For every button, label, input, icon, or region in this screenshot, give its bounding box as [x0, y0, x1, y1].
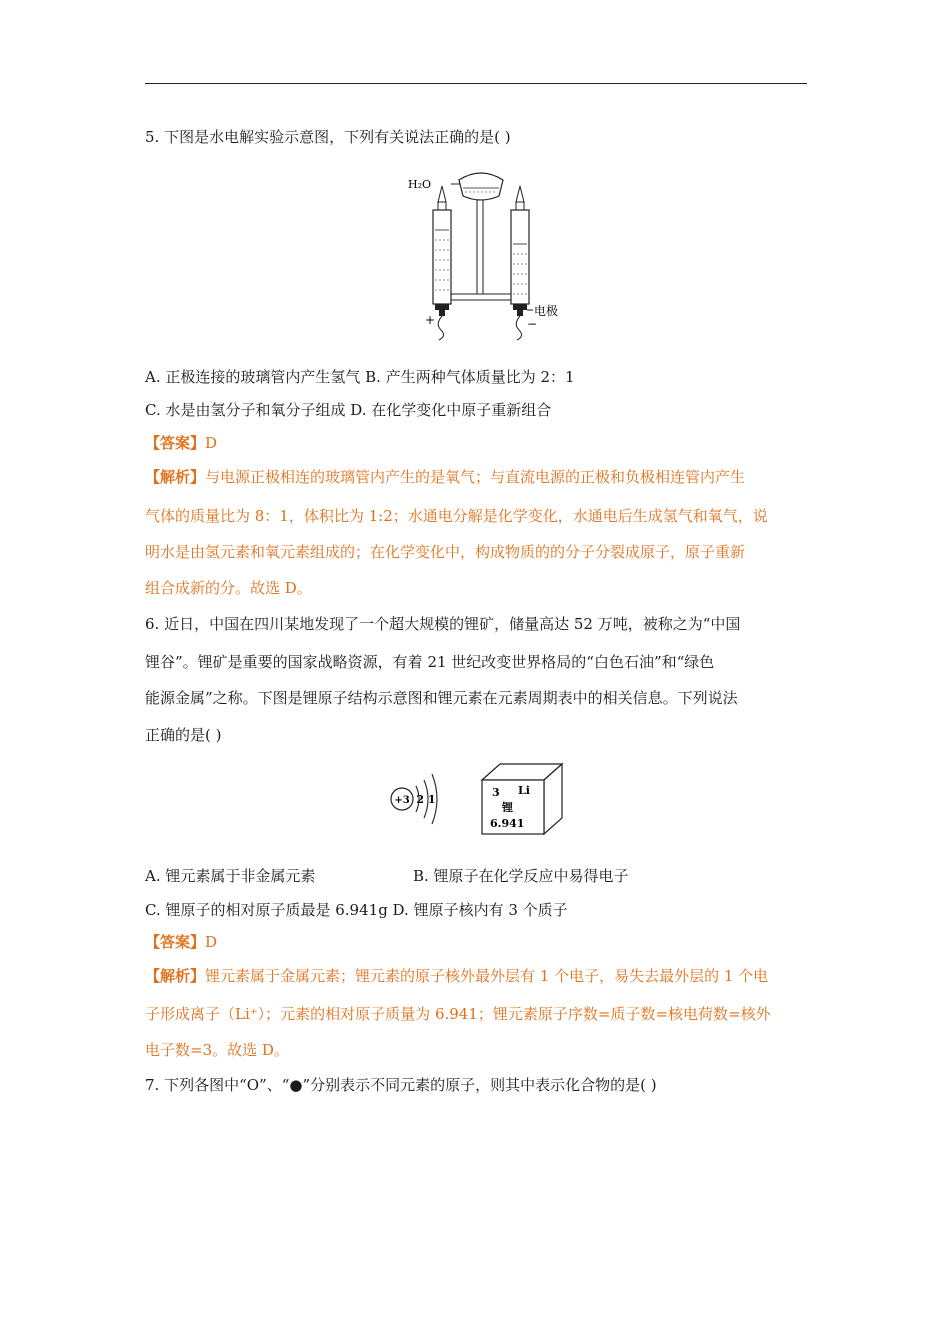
shell-electron-counts: 2 1: [416, 793, 436, 806]
q6-stem-line: 能源金属”之称。下图是锂原子结构示意图和锂元素在元素周期表中的相关信息。下列说法: [145, 689, 738, 707]
q6-analysis-line: 【解析】锂元素属于金属元素；锂元素的原子核外最外层有 1 个电子，易失去最外层的 1 个电: [145, 967, 769, 985]
answer-value: D: [205, 933, 218, 951]
atomic-number: 3: [492, 786, 500, 799]
q6-stem-line: 正确的是( ): [145, 726, 222, 744]
nucleus-charge: +3: [394, 795, 410, 806]
answer-label: 【答案】: [145, 434, 206, 452]
q5-analysis-line: 组合成新的分。故选 D。: [145, 579, 312, 597]
q6-stem-line: 锂谷”。锂矿是重要的国家战略资源，有着 21 世纪改变世界格局的“白色石油”和“绿色: [145, 653, 715, 671]
periodic-table-cell: [480, 762, 565, 837]
analysis-label: 【解析】: [145, 468, 206, 486]
water-label: H₂O: [408, 178, 432, 191]
q5-options-ab: A. 正极连接的玻璃管内产生氢气 B. 产生两种气体质量比为 2：1: [145, 368, 575, 386]
answer-value: D: [205, 434, 218, 452]
positive-sign: +: [425, 313, 436, 327]
lithium-atom-diagram: [386, 764, 446, 834]
answer-label: 【答案】: [145, 933, 206, 951]
element-name: 锂: [502, 801, 513, 814]
electrode-label: 电极: [534, 304, 559, 318]
q6-options-cd: C. 锂原子的相对原子质最是 6.941g D. 锂原子核内有 3 个质子: [145, 901, 568, 919]
q5-options-cd: C. 水是由氢分子和氧分子组成 D. 在化学变化中原子重新组合: [145, 401, 552, 419]
q5-analysis-line: 明水是由氢元素和氧元素组成的；在化学变化中，构成物质的的分子分裂成原子，原子重新: [145, 543, 746, 561]
q6-stem-line: 6. 近日，中国在四川某地发现了一个超大规模的锂矿，储量高达 52 万吨，被称之为“中国: [145, 615, 741, 633]
atomic-mass: 6.941: [490, 817, 525, 830]
electrolysis-figure: [405, 168, 559, 340]
q5-analysis-line: 【解析】与电源正极相连的玻璃管内产生的是氧气；与直流电源的正极和负极相连管内产生: [145, 468, 746, 486]
element-symbol: Li: [518, 784, 530, 797]
negative-sign: −: [527, 317, 538, 331]
q6-analysis-line: 电子数=3。故选 D。: [145, 1041, 289, 1059]
q5-analysis-line: 气体的质量比为 8：1，体积比为 1:2；水通电分解是化学变化，水通电后生成氢气和氧气，说: [145, 507, 768, 525]
q7-stem: 7. 下列各图中“O”、“●”分别表示不同元素的原子，则其中表示化合物的是( ): [145, 1076, 657, 1094]
q5-answer: [145, 433, 217, 453]
header-rule: [145, 83, 807, 84]
q5-stem: 5. 下图是水电解实验示意图，下列有关说法正确的是( ): [145, 128, 511, 146]
q6-option-a: A. 锂元素属于非金属元素: [145, 867, 316, 885]
q6-analysis-line: 子形成离子（Li⁺）；元素的相对原子质量为 6.941；锂元素原子序数=质子数=核电荷数=核外: [145, 1005, 771, 1023]
q6-answer: [145, 932, 217, 952]
analysis-label: 【解析】: [145, 967, 206, 985]
q6-option-b: B. 锂原子在化学反应中易得电子: [413, 867, 629, 885]
